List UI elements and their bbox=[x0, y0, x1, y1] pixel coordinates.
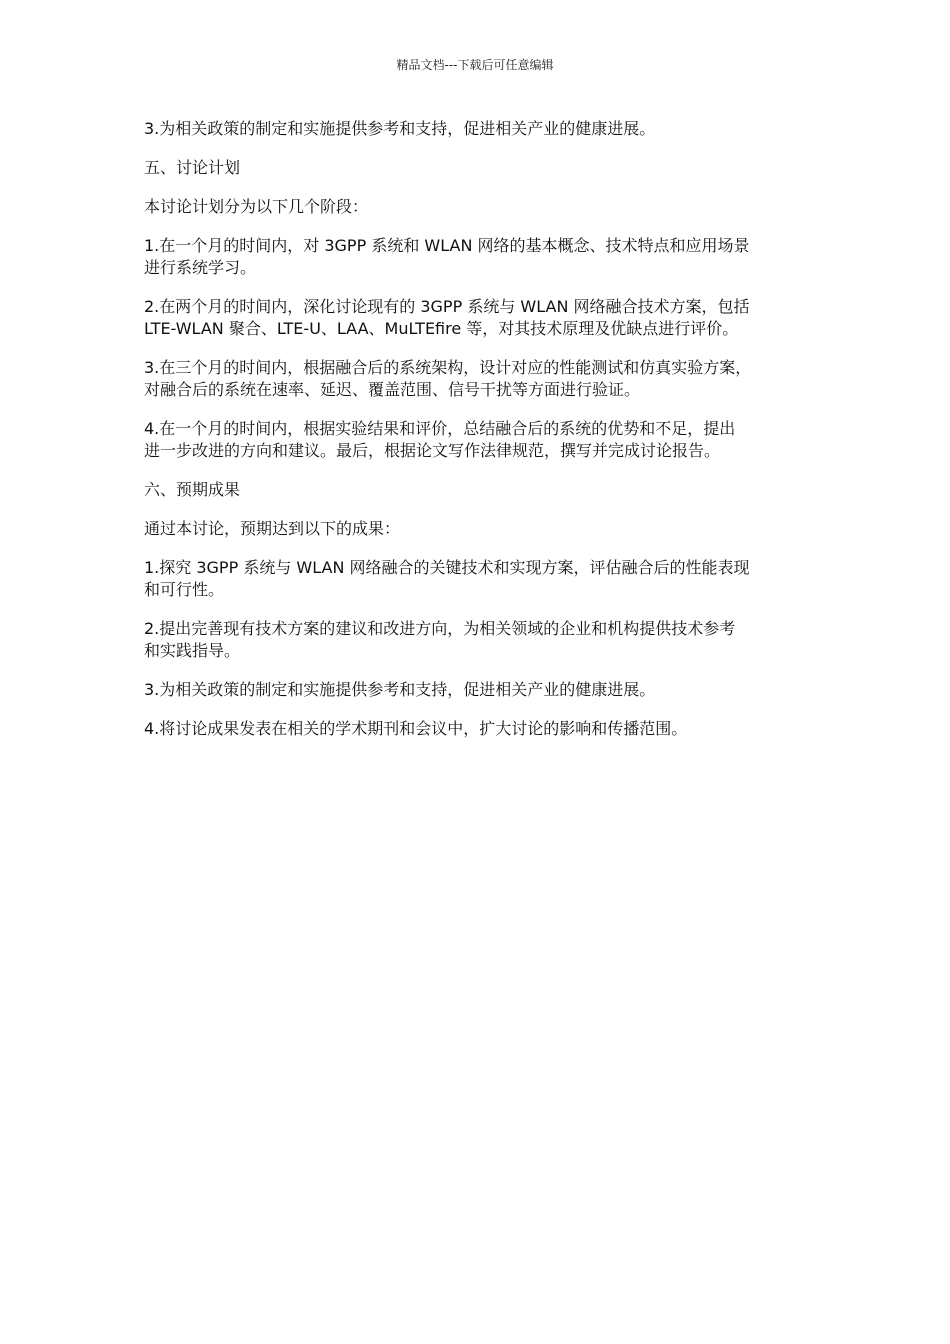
result-item-4: 4.将讨论成果发表在相关的学术期刊和会议中，扩大讨论的影响和传播范围。 bbox=[144, 719, 688, 738]
paragraph-policy-support: 3.为相关政策的制定和实施提供参考和支持，促进相关产业的健康进展。 bbox=[144, 119, 656, 138]
result-item-1: 1.探究 3GPP 系统与 WLAN 网络融合的关键技术和实现方案，评估融合后的性能表现 和可行性。 bbox=[144, 558, 750, 599]
plan-item-1: 1.在一个月的时间内，对 3GPP 系统和 WLAN 网络的基本概念、技术特点和应用场景 进行系统学习。 bbox=[144, 236, 750, 277]
section-heading-plan: 五、讨论计划 bbox=[144, 158, 241, 177]
paragraph-plan-intro: 本讨论计划分为以下几个阶段： bbox=[144, 197, 369, 216]
result-item-2: 2.提出完善现有技术方案的建议和改进方向，为相关领域的企业和机构提供技术参考 和实践指导。 bbox=[144, 619, 736, 660]
section-heading-results: 六、预期成果 bbox=[144, 480, 241, 499]
paragraph-results-intro: 通过本讨论，预期达到以下的成果： bbox=[144, 519, 401, 538]
result-item-3: 3.为相关政策的制定和实施提供参考和支持，促进相关产业的健康进展。 bbox=[144, 680, 656, 699]
plan-item-2: 2.在两个月的时间内，深化讨论现有的 3GPP 系统与 WLAN 网络融合技术方案，包括 LTE-WLAN 聚合、LTE-U、LAA、MuLTEfire 等，对其技术原理及优缺点进行评价。 bbox=[144, 297, 750, 338]
document-body bbox=[144, 118, 808, 757]
plan-item-4: 4.在一个月的时间内，根据实验结果和评价，总结融合后的系统的优势和不足，提出 进一步改进的方向和建议。最后，根据论文写作法律规范，撰写并完成讨论报告。 bbox=[144, 419, 736, 460]
page-header: 精品文档---下载后可任意编辑 bbox=[396, 58, 554, 72]
plan-item-3: 3.在三个月的时间内，根据融合后的系统架构，设计对应的性能测试和仿真实验方案， 对融合后的系统在速率、延迟、覆盖范围、信号干扰等方面进行验证。 bbox=[144, 358, 752, 399]
